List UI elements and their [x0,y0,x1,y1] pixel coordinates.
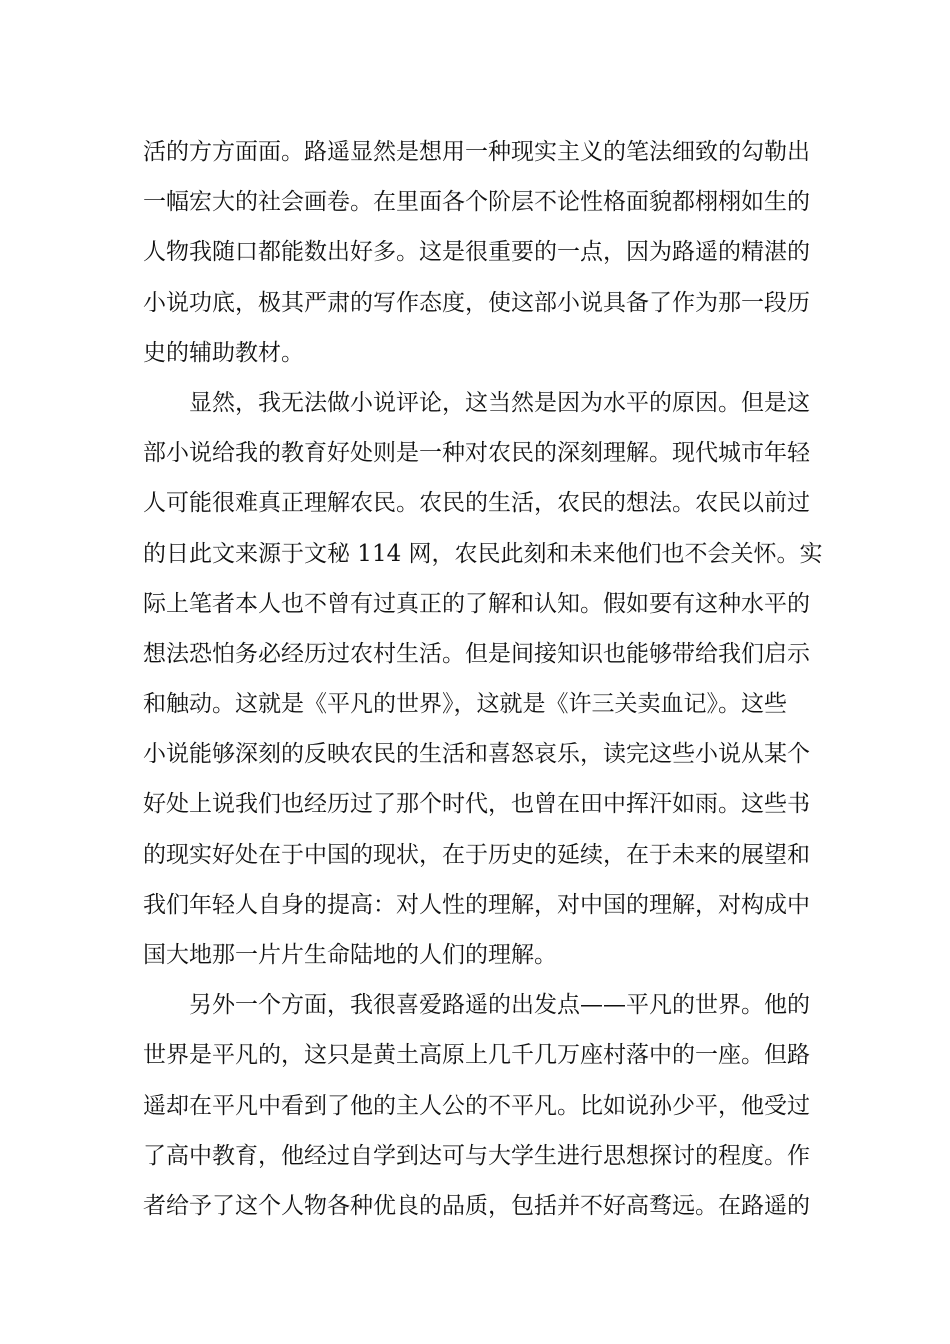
text-line: 的日此文来源于文秘 114 网，农民此刻和未来他们也不会关怀。实 [143,540,823,567]
text-line: 史的辅助教材。 [143,339,304,366]
body-text [143,127,823,1231]
paragraph [143,378,823,980]
paragraph [143,980,813,1231]
text-line: 小说功底，极其严肃的写作态度，使这部小说具备了作为那一段历 [143,289,810,316]
paragraph [143,127,813,378]
text-line: 好处上说我们也经历过了那个时代，也曾在田中挥汗如雨。这些书 [143,791,810,818]
text-line: 人物我随口都能数出好多。这是很重要的一点，因为路遥的精湛的 [143,239,810,266]
text-line: 和触动。这就是《平凡的世界》，这就是《许三关卖血记》。这些 [143,691,787,718]
text-line: 部小说给我的教育好处则是一种对农民的深刻理解。现代城市年轻 [143,440,810,467]
text-line: 一幅宏大的社会画卷。在里面各个阶层不论性格面貌都栩栩如生的 [143,189,810,216]
text-line: 小说能够深刻的反映农民的生活和喜怒哀乐，读完这些小说从某个 [143,741,810,768]
text-line: 了高中教育，他经过自学到达可与大学生进行思想探讨的程度。作 [143,1142,810,1169]
text-line: 另外一个方面，我很喜爱路遥的出发点——平凡的世界。他的 [189,992,810,1019]
text-line: 人可能很难真正理解农民。农民的生活，农民的想法。农民以前过 [143,490,810,517]
text-line: 国大地那一片片生命陆地的人们的理解。 [143,942,557,968]
text-line: 遥却在平凡中看到了他的主人公的不平凡。比如说孙少平，他受过 [143,1092,810,1119]
text-line: 的现实好处在于中国的现状，在于历史的延续，在于未来的展望和 [143,841,810,868]
text-line: 者给予了这个人物各种优良的品质，包括并不好高骛远。在路遥的 [143,1192,810,1219]
text-line: 显然，我无法做小说评论，这当然是因为水平的原因。但是这 [189,389,810,416]
text-line: 我们年轻人自身的提高：对人性的理解，对中国的理解，对构成中 [143,891,810,918]
text-line: 活的方方面面。路遥显然是想用一种现实主义的笔法细致的勾勒出 [143,139,810,165]
text-line: 世界是平凡的，这只是黄土高原上几千几万座村落中的一座。但路 [143,1042,810,1069]
text-line: 想法恐怕务必经历过农村生活。但是间接知识也能够带给我们启示 [143,640,810,667]
text-line: 际上笔者本人也不曾有过真正的了解和认知。假如要有这种水平的 [143,590,810,617]
